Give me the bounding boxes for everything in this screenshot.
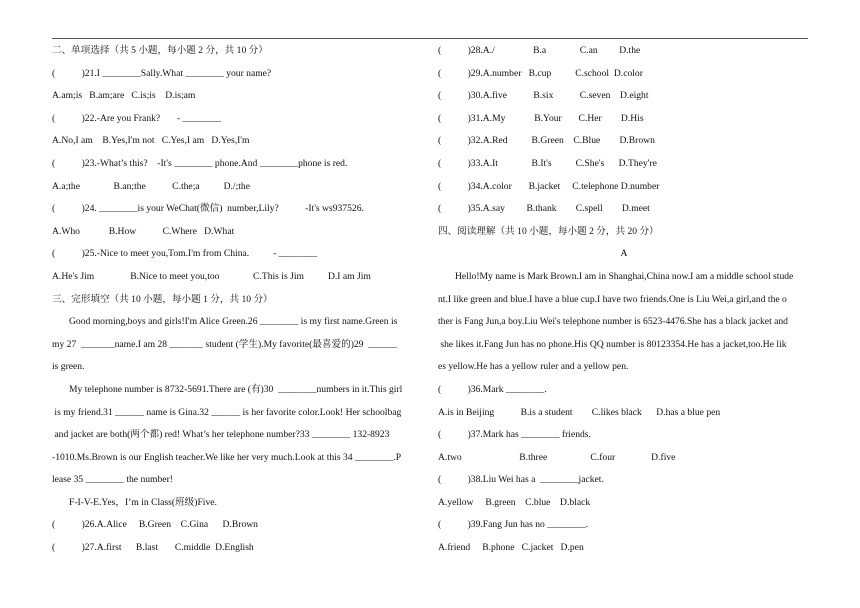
left-column: [52, 44, 424, 564]
right-line: ( )39.Fang Jun has no ________.: [438, 519, 589, 531]
right-line: she likes it.Fang Jun has no phone.His QQ number is 80123354.He has a jacket,too.He lik: [438, 338, 787, 350]
left-line: is green.: [52, 361, 85, 373]
right-line: ( )30.A.five B.six C.seven D.eight: [438, 90, 649, 102]
left-line: Good morning,boys and girls!I'm Alice Green.26 ________ is my first name.Green is: [69, 316, 398, 328]
right-line: ( )35.A.say B.thank C.spell D.meet: [438, 203, 650, 215]
left-line: and jacket are both(两个都) red! What’s her telephone number?33 ________ 132-8923: [52, 429, 390, 441]
right-line: A.two B.three C.four D.five: [438, 451, 676, 463]
left-line: ( )22.-Are you Frank? - ________: [52, 112, 221, 124]
left-line: ( )27.A.first B.last C.middle D.English: [52, 542, 254, 554]
right-line: ( )28.A./ B.a C.an D.the: [438, 45, 641, 56]
right-line: A: [620, 248, 628, 260]
left-line: 三、完形填空（共 10 小题，每小题 1 分，共 10 分）: [52, 293, 273, 305]
left-line: A.Who B.How C.Where D.What: [52, 225, 235, 237]
left-line: ( )23.-What’s this? -It's ________ phone.And ________phone is red.: [52, 157, 348, 169]
right-line: ( )29.A.number B.cup C.school D.color: [438, 67, 643, 79]
left-line: ( )26.A.Alice B.Green C.Gina D.Brown: [52, 519, 258, 531]
left-line: lease 35 ________ the number!: [52, 474, 173, 486]
right-line: ( )37.Mark has ________ friends.: [438, 429, 591, 441]
right-line: es yellow.He has a yellow ruler and a yellow pen.: [438, 361, 629, 373]
left-line: ( )21.I ________Sally.What ________ your name?: [52, 67, 272, 79]
left-line: F-I-V-E.Yes，I’m in Class(班级)Five.: [69, 496, 217, 508]
right-line: ( )32.A.Red B.Green C.Blue D.Brown: [438, 135, 655, 147]
right-line: ( )38.Liu Wei has a ________jacket.: [438, 474, 604, 486]
right-line: A.yellow B.green C.blue D.black: [438, 496, 591, 508]
right-line: A.is in Beijing B.is a student C.likes black D.has a blue pen: [438, 406, 721, 418]
left-line: is my friend.31 ______ name is Gina.32 ______ is her favorite color.Look! Her schoolbag: [52, 406, 402, 418]
left-line: ( )25.-Nice to meet you,Tom.I'm from China. - ________: [52, 248, 318, 260]
right-line: Hello!My name is Mark Brown.I am in Shanghai,China now.I am a middle school stude: [455, 270, 794, 282]
left-line: my 27 _______name.I am 28 _______ student (学生).My favorite(最喜爱的)29 ______: [52, 338, 398, 350]
right-line: ( )34.A.color B.jacket C.telephone D.number: [438, 180, 660, 192]
right-column: [438, 44, 810, 564]
right-line: 四、阅读理解（共 10 小题，每小题 2 分，共 20 分）: [438, 225, 659, 237]
left-line: ( )24. ________is your WeChat(微信) number,Lily? -It's ws937526.: [52, 203, 364, 215]
left-line: A.a;the B.an;the C.the;a D./;the: [52, 180, 250, 192]
right-line: ( )31.A.My B.Your C.Her D.His: [438, 112, 644, 124]
left-line: A.He's Jim B.Nice to meet you,too C.This is Jim D.I am Jim: [52, 270, 371, 282]
right-line: ( )33.A.It B.It's C.She's D.They're: [438, 157, 657, 169]
left-line: My telephone number is 8732-5691.There are (有)30 ________numbers in it.This girl: [69, 383, 403, 395]
left-line: A.am;is B.am;are C.is;is D.is;am: [52, 90, 196, 102]
left-line: -1010.Ms.Brown is our English teacher.We like her very much.Look at this 34 ________.P: [52, 451, 402, 463]
right-line: A.friend B.phone C.jacket D.pen: [438, 542, 584, 554]
header-rule: [52, 38, 808, 39]
left-line: A.No,I am B.Yes,I'm not C.Yes,I am D.Yes,I'm: [52, 135, 250, 147]
right-line: ( )36.Mark ________.: [438, 383, 547, 395]
right-line: ther is Fang Jun,a boy.Liu Wei's telephone number is 6523-4476.She has a black jacket and: [438, 316, 788, 328]
right-line: nt.I like green and blue.I have a blue cup.I have two friends.One is Liu Wei,a girl,and the o: [438, 293, 787, 305]
left-line: 二、单项选择（共 5 小题，每小题 2 分，共 10 分）: [52, 45, 268, 56]
